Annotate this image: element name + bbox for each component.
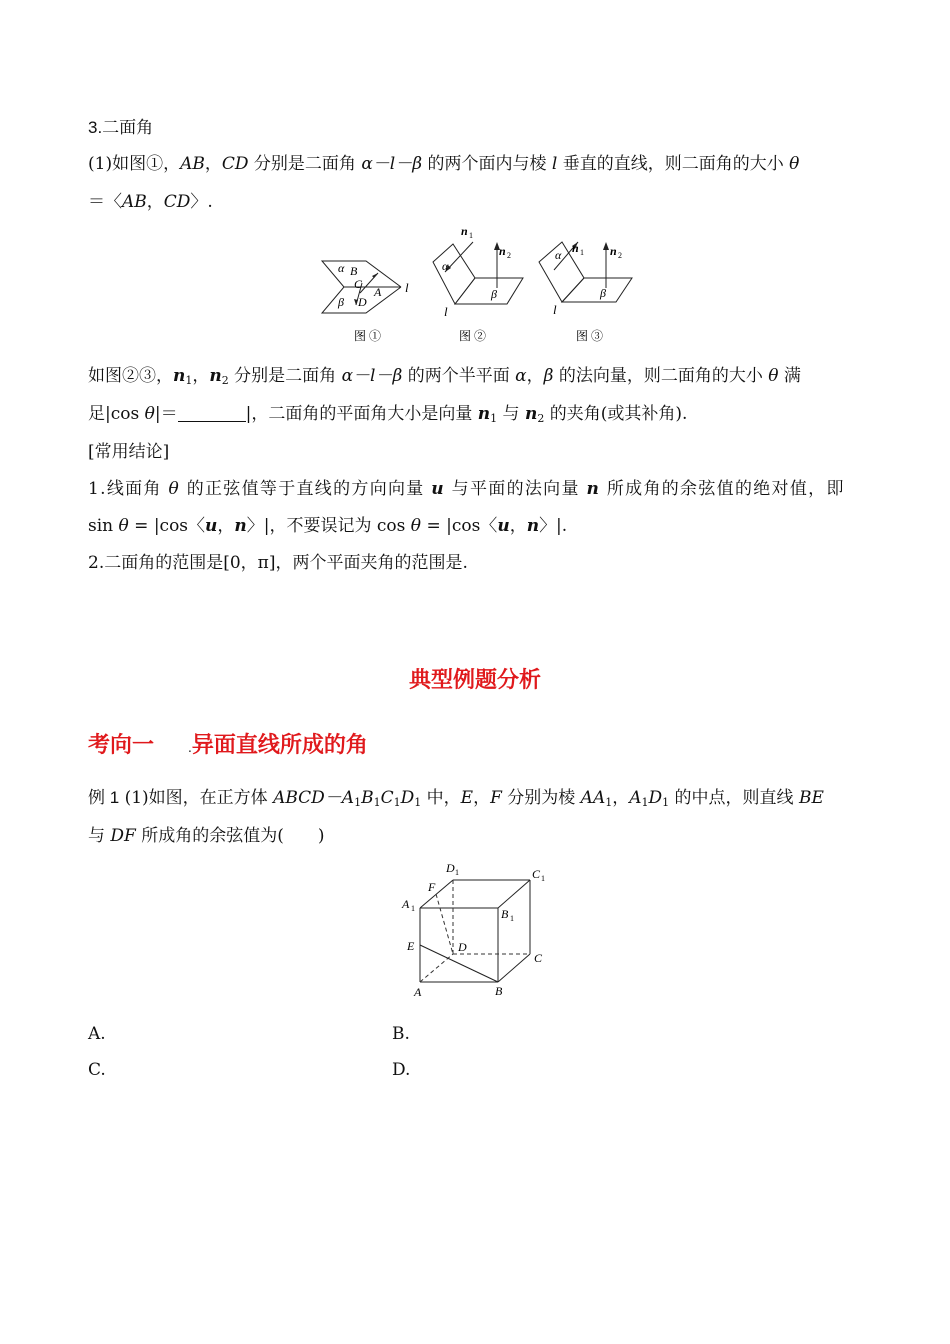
svg-text:l: l xyxy=(405,280,409,295)
svg-text:C: C xyxy=(354,277,363,291)
conclusion-1-line-1: 1.线面角 θ 的正弦值等于直线的方向向量 u 与平面的法向量 n 所成角的余弦值的绝对值，即 xyxy=(88,479,845,499)
svg-text:图 ②: 图 ② xyxy=(459,329,487,343)
figure-2 xyxy=(425,222,535,347)
svg-text:1: 1 xyxy=(580,248,584,257)
svg-text:n: n xyxy=(499,244,506,258)
example-1-line-1: 例 1 (1)如图，在正方体 $ABCD-A_1B_1C_1D_1$ 中，E，F 分别为棱 $AA_1$，$A_1D_1$ 的中点，则直线 BE xyxy=(88,788,824,809)
svg-text:图 ①: 图 ① xyxy=(354,329,382,343)
figure-1-diagram xyxy=(316,245,416,345)
example-1-line-2: 与 DF 所成角的余弦值为( ) xyxy=(88,826,325,846)
cube-diagram xyxy=(398,856,558,1001)
svg-text:F: F xyxy=(428,880,436,894)
svg-text:图 ③: 图 ③ xyxy=(576,329,604,343)
svg-text:1: 1 xyxy=(411,904,415,913)
svg-text:β: β xyxy=(491,287,497,301)
svg-text:β: β xyxy=(338,295,344,309)
paragraph-normals-line-1: 如图②③，$n_1$，$n_2$ 分别是二面角 α－l－β 的两个半平面 α，β 的法向量，则二面角的大小 θ 满 xyxy=(88,366,801,387)
svg-text:A: A xyxy=(374,285,382,299)
svg-text:B: B xyxy=(350,264,358,278)
conclusion-1-line-2: sin θ = |cos〈u，n〉|，不要误记为 cos θ = |cos〈u，n〉|. xyxy=(88,516,568,536)
option-d[interactable]: D. xyxy=(392,1060,411,1080)
svg-text:A: A xyxy=(414,985,422,999)
paragraph-normals-line-2: 足|cos θ|＝ |，二面角的平面角大小是向量 $n_1$ 与 $n_2$ 的夹角(或其补角). xyxy=(88,404,688,425)
svg-text:n: n xyxy=(461,224,468,238)
option-c[interactable]: C. xyxy=(88,1060,106,1080)
svg-text:α: α xyxy=(442,259,449,273)
option-b[interactable]: B. xyxy=(392,1024,410,1044)
figure-3-diagram xyxy=(534,222,644,347)
paragraph-1-line-1: (1)如图①，AB，CD 分别是二面角 α－l－β 的两个面内与棱 l 垂直的直线，则二面角的大小 θ xyxy=(88,154,800,174)
svg-text:2: 2 xyxy=(618,251,622,260)
section-heading: 3.二面角 xyxy=(88,118,154,137)
svg-text:α: α xyxy=(338,261,345,275)
svg-text:l: l xyxy=(553,302,557,317)
svg-text:D: D xyxy=(358,295,367,309)
figure-2-diagram xyxy=(425,222,535,347)
svg-text:D: D xyxy=(458,940,467,954)
svg-text:1: 1 xyxy=(455,868,459,877)
cube-figure xyxy=(398,856,558,1001)
direction-label: 考向一 xyxy=(88,733,155,758)
svg-text:1: 1 xyxy=(469,231,473,240)
direction-text: 异面直线所成的角 xyxy=(191,733,368,758)
svg-text:E: E xyxy=(407,939,415,953)
answer-blank[interactable] xyxy=(178,403,246,422)
svg-text:α: α xyxy=(555,248,562,262)
svg-text:B: B xyxy=(501,907,509,921)
conclusion-2: 2.二面角的范围是[0，π]，两个平面夹角的范围是. xyxy=(88,553,468,573)
svg-text:D: D xyxy=(446,861,455,875)
svg-text:A: A xyxy=(402,897,410,911)
conclusion-title: [常用结论] xyxy=(88,442,170,462)
svg-text:1: 1 xyxy=(510,914,514,923)
svg-text:l: l xyxy=(444,304,448,319)
paragraph-1-line-2: ＝〈AB，CD〉. xyxy=(88,192,213,212)
svg-text:n: n xyxy=(572,241,579,255)
section-title: 典型例题分析 xyxy=(408,668,541,693)
figure-3 xyxy=(534,222,644,347)
svg-text:C: C xyxy=(534,951,543,965)
svg-text:β: β xyxy=(600,286,606,300)
svg-text:C: C xyxy=(532,867,541,881)
direction-title: 考向一 .异面直线所成的角 xyxy=(88,733,368,758)
svg-text:n: n xyxy=(610,244,617,258)
svg-text:1: 1 xyxy=(541,874,545,883)
figure-1 xyxy=(316,245,416,345)
svg-text:2: 2 xyxy=(507,251,511,260)
svg-text:B: B xyxy=(495,984,503,998)
option-a[interactable]: A. xyxy=(88,1024,106,1044)
